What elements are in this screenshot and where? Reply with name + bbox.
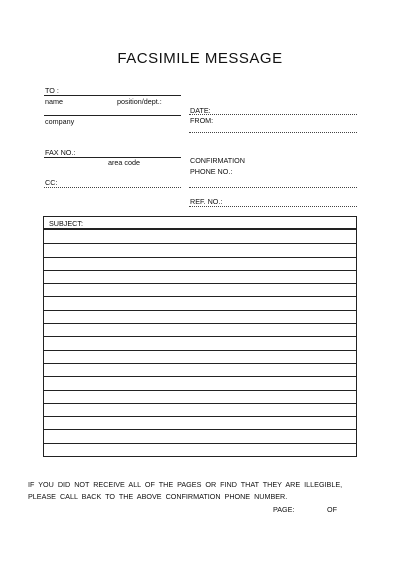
subject-row-line xyxy=(44,243,356,244)
ref-no-label: REF. NO.: xyxy=(190,197,223,206)
from-line[interactable] xyxy=(189,132,357,133)
footer-line-1: IF YOU DID NOT RECEIVE ALL OF THE PAGES OR FIND THAT THEY ARE ILLEGIBLE, xyxy=(28,480,343,489)
subject-row-line xyxy=(44,257,356,258)
position-label: position/dept.: xyxy=(117,97,162,106)
company-label: company xyxy=(45,117,75,126)
ref-no-line[interactable] xyxy=(189,206,357,207)
subject-row-line xyxy=(44,390,356,391)
name-label: name xyxy=(45,97,63,106)
subject-row-line xyxy=(44,443,356,444)
confirmation-label: CONFIRMATION xyxy=(190,156,245,165)
subject-label: SUBJECT: xyxy=(49,219,83,228)
subject-row-line xyxy=(44,310,356,311)
footer-line-2: PLEASE CALL BACK TO THE ABOVE CONFIRMATION PHONE NUMBER. xyxy=(28,492,288,501)
subject-row-line xyxy=(44,283,356,284)
subject-row-line xyxy=(44,270,356,271)
subject-row-line xyxy=(44,363,356,364)
company-line[interactable] xyxy=(44,115,181,116)
subject-header xyxy=(44,217,356,230)
subject-box[interactable] xyxy=(43,216,357,457)
fax-no-label: FAX NO.: xyxy=(45,148,76,157)
subject-row-line xyxy=(44,336,356,337)
subject-row-line xyxy=(44,323,356,324)
area-code-label: area code xyxy=(108,158,140,167)
subject-row-line xyxy=(44,416,356,417)
form-title: FACSIMILE MESSAGE xyxy=(117,50,283,67)
subject-row-line xyxy=(44,350,356,351)
page-label: PAGE: xyxy=(273,505,295,514)
subject-row-line xyxy=(44,429,356,430)
subject-row-line xyxy=(44,403,356,404)
subject-row-line xyxy=(44,376,356,377)
cc-label: CC: xyxy=(45,178,58,187)
to-label: TO : xyxy=(45,86,59,95)
phone-no-line[interactable] xyxy=(189,187,357,188)
from-label: FROM: xyxy=(190,116,214,125)
date-label: DATE: xyxy=(190,106,211,115)
to-line[interactable] xyxy=(44,95,181,96)
subject-row-line xyxy=(44,296,356,297)
of-label: OF xyxy=(327,505,337,514)
phone-no-label: PHONE NO.: xyxy=(190,167,233,176)
date-line[interactable] xyxy=(189,114,357,115)
cc-line[interactable] xyxy=(44,187,181,188)
